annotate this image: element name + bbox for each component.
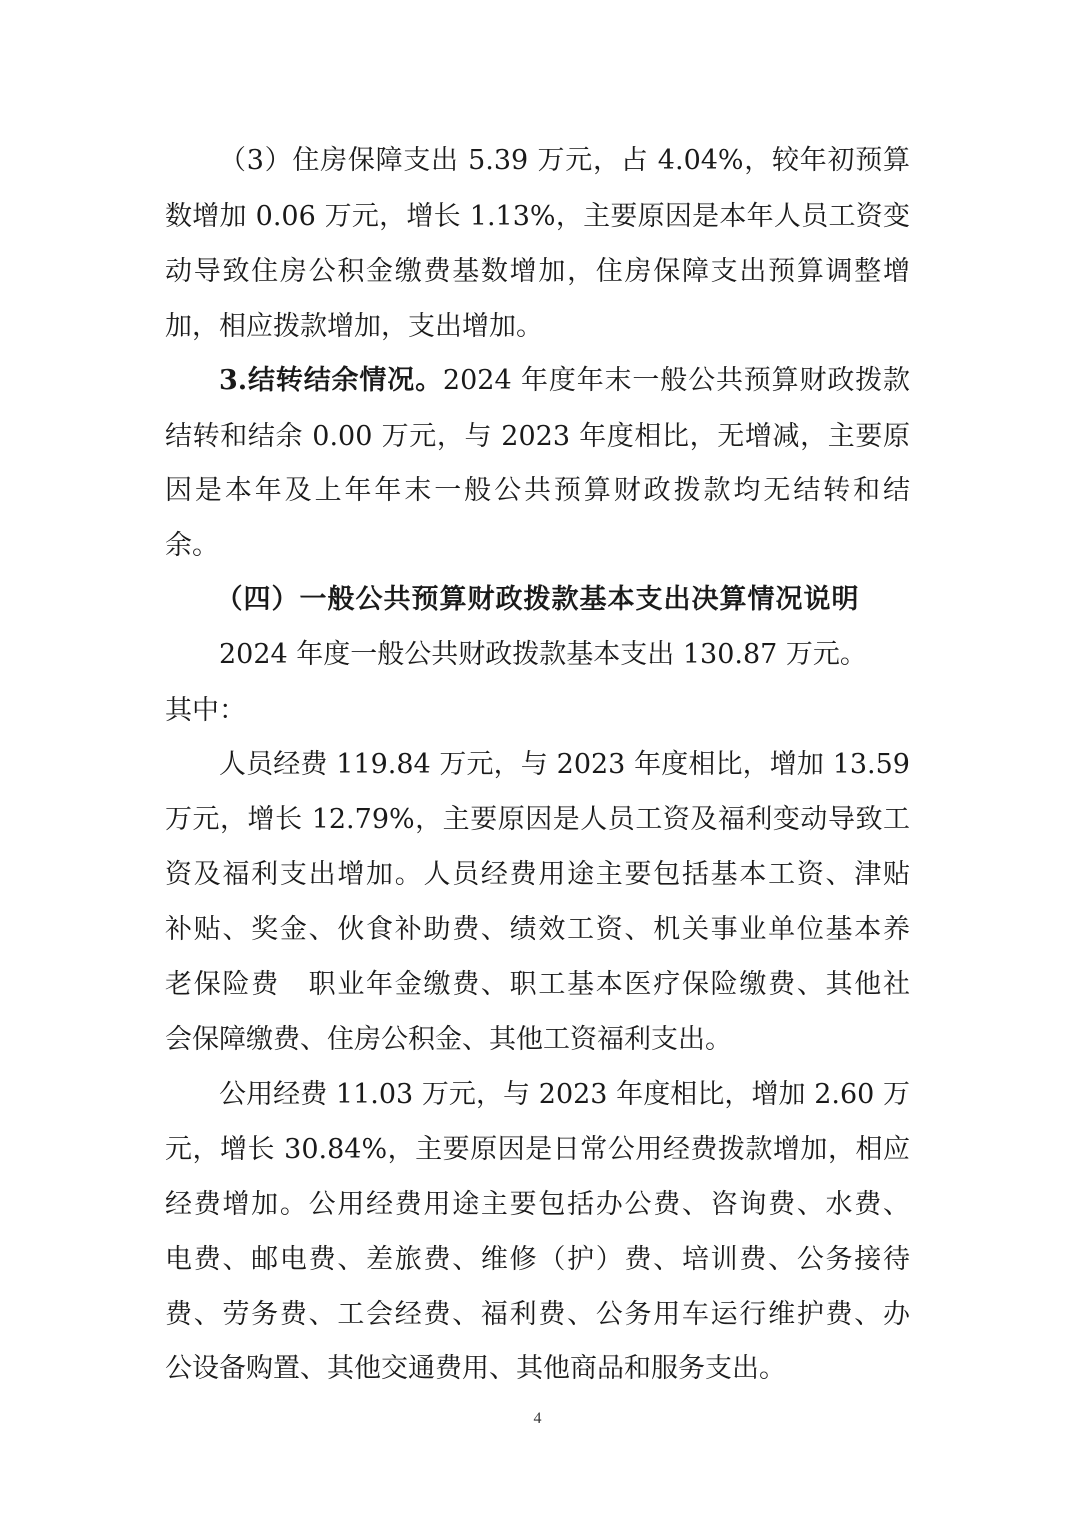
page-number: 4	[533, 1410, 542, 1427]
paragraph-carryover-line-4: 余。	[165, 530, 219, 561]
paragraph-carryover-line-1	[219, 362, 910, 400]
paragraph-personnel-line-5: 老保险费 职业年金缴费、职工基本医疗保险缴费、其他社	[165, 969, 910, 1000]
paragraph-basic-line-1: 2024 年度一般公共财政拨款基本支出 130.87 万元。	[219, 639, 867, 670]
carryover-line-1-text: 2024 年度年末一般公共预算财政拨款	[442, 365, 910, 396]
carryover-bold-lead: 3.结转结余情况。	[219, 365, 443, 396]
paragraph-personnel-line-6: 会保障缴费、住房公积金、其他工资福利支出。	[165, 1024, 732, 1055]
paragraph-housing-line-2: 数增加 0.06 万元，增长 1.13%，主要原因是本年人员工资变	[165, 201, 910, 232]
paragraph-basic-line-2: 其中：	[165, 695, 246, 726]
paragraph-public-line-4: 电费、邮电费、差旅费、维修（护）费、培训费、公务接待	[165, 1244, 910, 1275]
paragraph-carryover-line-3: 因是本年及上年年末一般公共预算财政拨款均无结转和结	[165, 475, 910, 506]
paragraph-housing-line-1: （3）住房保障支出 5.39 万元，占 4.04%，较年初预算	[219, 145, 910, 176]
paragraph-personnel-line-2: 万元，增长 12.79%，主要原因是人员工资及福利变动导致工	[165, 804, 910, 835]
paragraph-personnel-line-1: 人员经费 119.84 万元，与 2023 年度相比，增加 13.59	[219, 749, 910, 780]
paragraph-public-line-2: 元，增长 30.84%，主要原因是日常公用经费拨款增加，相应	[165, 1134, 910, 1165]
paragraph-housing-line-4: 加，相应拨款增加，支出增加。	[165, 311, 543, 342]
paragraph-personnel-line-4: 补贴、奖金、伙食补助费、绩效工资、机关事业单位基本养	[165, 914, 910, 945]
paragraph-carryover-line-2: 结转和结余 0.00 万元，与 2023 年度相比，无增减，主要原	[165, 421, 910, 452]
paragraph-public-line-5: 费、劳务费、工会经费、福利费、公务用车运行维护费、办	[165, 1299, 910, 1330]
paragraph-public-line-6: 公设备购置、其他交通费用、其他商品和服务支出。	[165, 1353, 786, 1384]
paragraph-personnel-line-3: 资及福利支出增加。人员经费用途主要包括基本工资、津贴	[165, 859, 910, 890]
section-heading: （四）一般公共预算财政拨款基本支出决算情况说明	[215, 584, 860, 615]
paragraph-housing-line-3: 动导致住房公积金缴费基数增加，住房保障支出预算调整增	[165, 256, 910, 287]
paragraph-public-line-1: 公用经费 11.03 万元，与 2023 年度相比，增加 2.60 万	[219, 1079, 910, 1110]
paragraph-public-line-3: 经费增加。公用经费用途主要包括办公费、咨询费、水费、	[165, 1189, 910, 1220]
